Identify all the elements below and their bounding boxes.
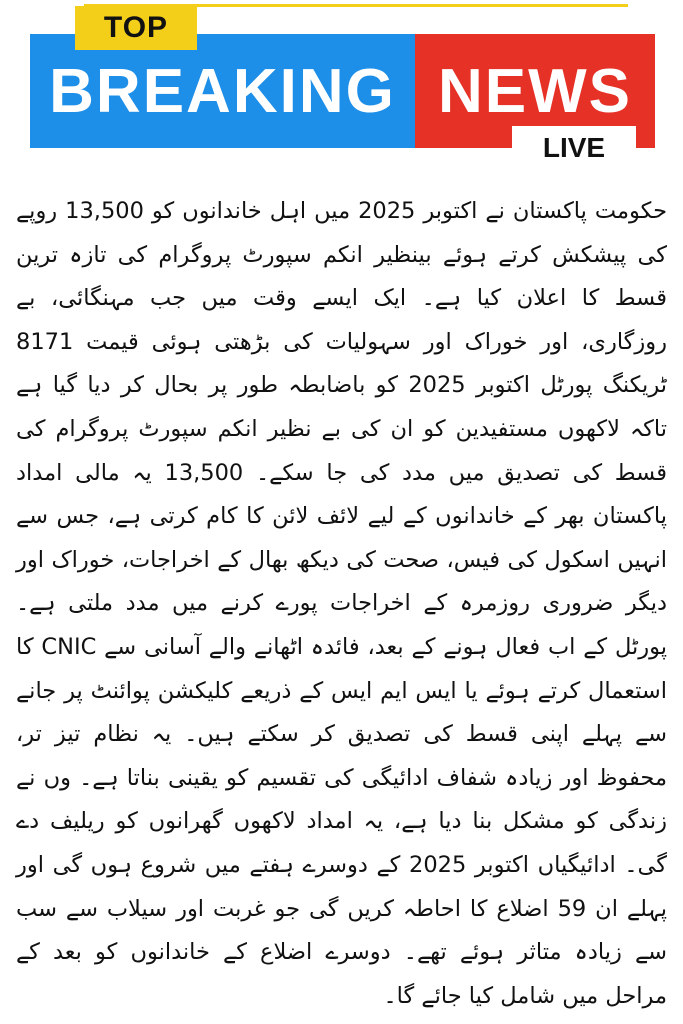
top-badge: TOP — [75, 6, 197, 50]
article-body: حکومت پاکستان نے اکتوبر 2025 میں اہل خاندانوں کو 13,500 روپے کی پیشکش کرتے ہوئے بینظیر انکم سپورٹ پروگرام کی تازہ ترین قسط کا اعلان کیا ہے۔ ایک ایسے وقت میں جب مہنگائی، بے روزگاری، اور خوراک اور سہولیات کی بڑھتی ہوئی قیمت 8171 ٹریکنگ پورٹل اکتوبر 2025 کو باضابطہ طور پر بحال کر دیا گیا ہے تاکہ لاکھوں مستفیدین کو ان کی بے نظیر انکم سپورٹ پروگرام کی قسط کی تصدیق میں مدد کی جا سکے۔ 13,500 یہ مالی امداد پاکستان بھر کے خاندانوں کے لیے لائف لائن کا کام کرتی ہے، جس سے انہیں اسکول کی فیس، صحت کی دیکھ بھال کے اخراجات، خوراک اور دیگر ضروری روزمرہ کے اخراجات پورے کرنے میں مدد ملتی ہے۔ پورٹل کے اب فعال ہونے کے بعد، فائدہ اٹھانے والے آسانی سے CNIC کا استعمال کرتے ہوئے یا ایس ایم ایس کے ذریعے کلیکشن پوائنٹ پر جانے سے پہلے اپنی قسط کی تصدیق کر سکتے ہیں۔ یہ نظام تیز تر، محفوظ اور زیادہ شفاف ادائیگی کی تقسیم کو یقینی بناتا ہے۔ وں نے زندگی کو مشکل بنا دیا ہے، یہ امداد لاکھوں گھرانوں کو ریلیف دے گی۔ ادائیگیاں اکتوبر 2025 کے دوسرے ہفتے میں شروع ہوں گی اور پہلے ان 59 اضلاع کا احاطہ کریں گی جو غربت اور سیلاب سے سب سے زیادہ متاثر ہوئے تھے۔ دوسرے اضلاع کے خاندانوں کو بعد کے مراحل میں شامل کیا جائے گا۔ — [16, 198, 668, 1009]
breaking-news-banner — [0, 0, 683, 178]
live-badge: LIVE — [512, 126, 636, 170]
breaking-label: BREAKING — [30, 34, 415, 148]
news-label: NEWS — [415, 34, 655, 148]
